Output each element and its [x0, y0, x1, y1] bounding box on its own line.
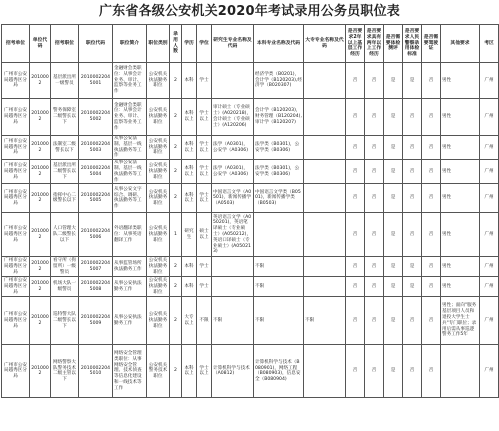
table-cell-area: 广州: [480, 277, 499, 297]
table-cell-c1: 否: [346, 257, 365, 277]
table-cell-c4: 否: [403, 184, 422, 213]
table-cell-c1: 否: [346, 184, 365, 213]
table-header-row: [2, 25, 499, 63]
table-cell-c2: 否: [365, 160, 384, 184]
table-cell-unit-code: 2010002: [30, 213, 51, 257]
table-cell-college: [304, 257, 346, 277]
column-header: 是否需要体检测评: [384, 25, 403, 63]
table-row: [2, 184, 499, 213]
table-cell-position-code: 20100022045003: [79, 136, 113, 160]
table-cell-c1: 否: [346, 345, 365, 398]
table-cell-grad: [212, 257, 254, 277]
table-cell-c1: 否: [346, 99, 365, 136]
table-cell-unit: 广州市公安局越秀区分局: [2, 63, 30, 99]
table-cell-grad: 计算机科学与技术（A0812): [212, 345, 254, 398]
table-cell-college: [304, 63, 346, 99]
table-cell-c4: 是: [403, 277, 422, 297]
table-cell-unit-code: 2010002: [30, 136, 51, 160]
table-cell-unit: 广州市公安局越秀区分局: [2, 99, 30, 136]
table-cell-c1: 否: [346, 277, 365, 297]
table-cell-c2: 否: [365, 297, 384, 345]
position-table: [1, 24, 499, 398]
table-cell-intro: 从事公安法制、基层一线执法勤务等工作: [113, 136, 147, 160]
table-cell-bachelor: [254, 213, 304, 257]
table-cell-position-code: 20100022045010: [79, 345, 113, 398]
table-cell-c4: 否: [403, 160, 422, 184]
table-cell-c4: 否: [403, 345, 422, 398]
table-cell-degree: 硕士以上: [197, 213, 212, 257]
table-cell-intro: 从事公安执法勤务工作: [113, 277, 147, 297]
table-cell-position: 指挥中心二级警长以下: [51, 184, 79, 213]
table-cell-position-code: 20100022045007: [79, 257, 113, 277]
table-cell-c3: 是: [384, 257, 403, 277]
table-cell-grad: 不限: [212, 297, 254, 345]
table-cell-degree: 学士以上: [197, 99, 212, 136]
table-cell-degree: 学士以上: [197, 345, 212, 398]
table-cell-c3: 是: [384, 63, 403, 99]
table-cell-c2: 否: [365, 99, 384, 136]
table-row: [2, 213, 499, 257]
table-cell-unit: 广州市公安局越秀区分局: [2, 297, 30, 345]
table-row: [2, 136, 499, 160]
table-cell-edu: 本科: [182, 277, 197, 297]
table-cell-position: 基层派出所二级警长以下: [51, 160, 79, 184]
table-cell-unit: 广州市公安局越秀区分局: [2, 184, 30, 213]
table-cell-c2: 否: [365, 277, 384, 297]
table-cell-c5: 否: [422, 297, 441, 345]
table-cell-unit-code: 2010002: [30, 345, 51, 398]
column-header: 职位类别: [147, 25, 170, 63]
table-cell-c5: 否: [422, 160, 441, 184]
table-cell-unit: 广州市公安局越秀区分局: [2, 213, 30, 257]
table-cell-degree: 学士: [197, 277, 212, 297]
table-cell-position: 警务保障室二级警长以下: [51, 99, 79, 136]
table-cell-grad: 中国语言文学（A0501)，新闻传播学（A0503): [212, 184, 254, 213]
table-cell-position-code: 20100022045001: [79, 63, 113, 99]
table-cell-area: 广州: [480, 160, 499, 184]
table-cell-college: [304, 277, 346, 297]
table-cell-other: 男性: [441, 257, 480, 277]
table-cell-other: 男性: [441, 160, 480, 184]
table-cell-category: 公安机关执法勤务职位: [147, 184, 170, 213]
table-cell-position: 机场大队一级警员: [51, 277, 79, 297]
table-cell-intro: 网络安全管理类职位：从事网络安全管理、技术侦查等信息化建设和一线技术等工作: [113, 345, 147, 398]
table-cell-degree: 学士以上: [197, 184, 212, 213]
table-cell-position-code: 20100022045006: [79, 213, 113, 257]
table-cell-c5: 否: [422, 99, 441, 136]
table-cell-bachelor: 经济学类（B0201)，会计学（B120203),经济学（B020307): [254, 63, 304, 99]
column-header: 是否要求人民警察录用体检标准: [403, 25, 422, 63]
table-cell-c2: 否: [365, 63, 384, 99]
table-cell-intro: 从事公安法制、基层一线执法勤务等工作: [113, 160, 147, 184]
table-cell-category: 公安机关执法勤务职位: [147, 99, 170, 136]
table-row: [2, 257, 499, 277]
table-cell-bachelor: 不限: [254, 297, 304, 345]
table-cell-category: 公安机关执法勤务职位: [147, 297, 170, 345]
table-cell-unit: 广州市公安局越秀区分局: [2, 160, 30, 184]
table-cell-degree: 不限: [197, 297, 212, 345]
table-cell-c4: 否: [403, 213, 422, 257]
table-cell-category: 公安机关执法勤务职位: [147, 63, 170, 99]
table-cell-count: 2: [170, 277, 182, 297]
table-cell-intro: 外语翻译类职位：从事英语翻译工作: [113, 213, 147, 257]
table-cell-c4: 否: [403, 136, 422, 160]
table-cell-unit-code: 2010002: [30, 277, 51, 297]
table-cell-c4: 是: [403, 257, 422, 277]
table-cell-c5: 否: [422, 136, 441, 160]
table-cell-position: 基层派出所一级警员: [51, 63, 79, 99]
column-header: 是否要求2年以上基层工作经历: [346, 25, 365, 63]
table-cell-c2: 否: [365, 257, 384, 277]
table-row: [2, 63, 499, 99]
table-row: [2, 345, 499, 398]
table-cell-intro: 从事公安执法勤务工作: [113, 297, 147, 345]
table-cell-c5: 否: [422, 277, 441, 297]
table-cell-other: 男性: [441, 99, 480, 136]
table-cell-category: 公安机关执法勤务职位: [147, 257, 170, 277]
table-cell-intro: 金融财会类职位：从事会计业务、审计、监察等业务工作: [113, 99, 147, 136]
column-header: 学历: [182, 25, 197, 63]
table-cell-c2: 否: [365, 345, 384, 398]
table-cell-degree: 学士: [197, 257, 212, 277]
table-cell-position: 网络警察大队警务技术二级主管以下: [51, 345, 79, 398]
table-cell-college: [304, 160, 346, 184]
table-cell-area: 广州: [480, 136, 499, 160]
table-cell-bachelor: 不限: [254, 257, 304, 277]
table-cell-grad: [212, 63, 254, 99]
table-cell-count: 2: [170, 136, 182, 160]
table-cell-c5: 否: [422, 213, 441, 257]
table-cell-c3: 是: [384, 213, 403, 257]
table-cell-area: 广州: [480, 257, 499, 277]
table-cell-unit: 广州市公安局越秀区分局: [2, 277, 30, 297]
table-cell-bachelor: 不限: [254, 277, 304, 297]
table-cell-grad: [212, 277, 254, 297]
column-header: 是否要求具有两年以上工作经历: [365, 25, 384, 63]
table-cell-edu: 研究生: [182, 213, 197, 257]
table-cell-college: [304, 345, 346, 398]
table-cell-college: [304, 213, 346, 257]
table-cell-bachelor: 法学类（B0301)，公安学类（B0306): [254, 160, 304, 184]
table-cell-edu: 本科以上: [182, 345, 197, 398]
table-cell-c4: 否: [403, 297, 422, 345]
table-cell-c2: 否: [365, 136, 384, 160]
table-cell-c3: 是: [384, 184, 403, 213]
table-cell-count: 2: [170, 257, 182, 277]
table-cell-count: 1: [170, 213, 182, 257]
table-cell-college: [304, 184, 346, 213]
table-body: [2, 63, 499, 398]
table-cell-position: 法制室二级警长以下: [51, 136, 79, 160]
table-cell-bachelor: 会计学（B120203)，财务管理（B120204),审计学（B120207): [254, 99, 304, 136]
column-header: 学位: [197, 25, 212, 63]
table-cell-position-code: 20100022045004: [79, 160, 113, 184]
table-cell-other: 男性: [441, 213, 480, 257]
table-cell-intro: 金融财会类职位：从事会计业务、审计、监察等业务工作: [113, 63, 147, 99]
table-cell-c3: 是: [384, 136, 403, 160]
table-cell-c5: 否: [422, 257, 441, 277]
table-cell-c3: 是: [384, 277, 403, 297]
table-cell-degree: 学士: [197, 63, 212, 99]
table-cell-other: 男性: [441, 184, 480, 213]
table-cell-c3: 是: [384, 297, 403, 345]
column-header: 大专专业名称及代码: [304, 25, 346, 63]
table-cell-intro: 从事监管场所执法勤务工作: [113, 257, 147, 277]
table-cell-other: [441, 345, 480, 398]
table-cell-area: 广州: [480, 63, 499, 99]
table-cell-bachelor: 中国语言文学类（B0501)，新闻传播学类（B0503): [254, 184, 304, 213]
table-cell-c1: 否: [346, 213, 365, 257]
table-cell-c3: 是: [384, 160, 403, 184]
table-cell-area: 广州: [480, 297, 499, 345]
table-cell-position: 看守所（拘留所）一级警员: [51, 257, 79, 277]
table-row: [2, 297, 499, 345]
page-title: 广东省各级公安机关2020年考试录用公务员职位表: [99, 4, 400, 19]
table-cell-bachelor: 计算机科学与技术（B080901)，网络工程（B080903)，信息安全（B080904): [254, 345, 304, 398]
table-cell-degree: 学士以上: [197, 136, 212, 160]
column-header: 职位代码: [79, 25, 113, 63]
table-cell-unit: 广州市公安局越秀区分局: [2, 257, 30, 277]
table-cell-category: 公安机关执法勤务职位: [147, 160, 170, 184]
table-cell-grad: 法学（A0301)，公安学（A0306): [212, 136, 254, 160]
column-header: 录用人数: [170, 25, 182, 63]
table-cell-unit-code: 2010002: [30, 184, 51, 213]
table-cell-grad: 审计硕士（专业硕士）(A020218)，会计硕士（专业硕士）(A120206): [212, 99, 254, 136]
table-cell-count: 2: [170, 184, 182, 213]
table-cell-other: 男性: [441, 136, 480, 160]
table-cell-c4: 是: [403, 63, 422, 99]
table-cell-area: 广州: [480, 99, 499, 136]
column-header: 职位简介: [113, 25, 147, 63]
column-header: 本科专业名称及代码: [254, 25, 304, 63]
table-cell-area: 广州: [480, 213, 499, 257]
table-cell-c2: 否: [365, 213, 384, 257]
table-cell-category: 公安机关警务技术职位: [147, 345, 170, 398]
table-cell-c3: 是: [384, 345, 403, 398]
table-cell-unit-code: 2010002: [30, 99, 51, 136]
table-cell-unit-code: 2010002: [30, 160, 51, 184]
table-cell-position: 巡特警大队二级警长以下: [51, 297, 79, 345]
column-header: 其他要求: [441, 25, 480, 63]
table-cell-grad: 法学（A0301)，公安学（A0306): [212, 160, 254, 184]
table-cell-college: 不限: [304, 297, 346, 345]
table-cell-unit: 广州市公安局越秀区分局: [2, 345, 30, 398]
table-row: [2, 99, 499, 136]
table-cell-area: 广州: [480, 345, 499, 398]
table-cell-c1: 否: [346, 297, 365, 345]
table-cell-unit: 广州市公安局越秀区分局: [2, 136, 30, 160]
table-cell-other: 男性；面向"服务基层项目人员和退役大学生士兵"专门职位；录用后需从事巡逻警务工作5年: [441, 297, 480, 345]
table-cell-other: 男性: [441, 63, 480, 99]
column-header: 考区: [480, 25, 499, 63]
table-cell-edu: 本科以上: [182, 99, 197, 136]
table-cell-position: 人口管理大队二级警长以下: [51, 213, 79, 257]
table-cell-intro: 从事公安文字综合、调研、执法勤务等工作: [113, 184, 147, 213]
table-cell-category: 公安机关执法勤务职位: [147, 213, 170, 257]
table-cell-college: [304, 136, 346, 160]
table-cell-c1: 否: [346, 160, 365, 184]
table-cell-position-code: 20100022045008: [79, 277, 113, 297]
table-cell-position-code: 20100022045009: [79, 297, 113, 345]
column-header: 单位代码: [30, 25, 51, 63]
table-cell-unit-code: 2010002: [30, 297, 51, 345]
table-cell-count: 2: [170, 297, 182, 345]
table-cell-count: 2: [170, 63, 182, 99]
table-cell-edu: 本科以上: [182, 136, 197, 160]
column-header: 研究生专业名称及代码: [212, 25, 254, 63]
table-cell-edu: 本科以上: [182, 160, 197, 184]
table-row: [2, 160, 499, 184]
table-cell-position-code: 20100022045005: [79, 184, 113, 213]
table-cell-c5: 否: [422, 345, 441, 398]
table-cell-count: 2: [170, 160, 182, 184]
table-cell-category: 公安机关执法勤务职位: [147, 277, 170, 297]
table-cell-college: [304, 99, 346, 136]
table-cell-count: 2: [170, 345, 182, 398]
table-cell-c1: 否: [346, 63, 365, 99]
table-cell-bachelor: 法学类（B0301)，公安学类（B0306): [254, 136, 304, 160]
table-cell-edu: 本科: [182, 63, 197, 99]
table-cell-c5: 否: [422, 63, 441, 99]
table-cell-c4: 否: [403, 99, 422, 136]
table-cell-edu: 本科以上: [182, 184, 197, 213]
column-header: 招考单位: [2, 25, 30, 63]
table-cell-edu: 大专以上: [182, 297, 197, 345]
table-cell-category: 公安机关执法勤务职位: [147, 136, 170, 160]
table-cell-grad: 英语语言文学（A050201)，英语笔译硕士（专业硕士）(A050212)，英语口译硕士（专业硕士）(A050213): [212, 213, 254, 257]
table-cell-edu: 本科: [182, 257, 197, 277]
table-cell-c3: 是: [384, 99, 403, 136]
table-row: [2, 277, 499, 297]
table-cell-c1: 否: [346, 136, 365, 160]
table-cell-area: 广州: [480, 184, 499, 213]
table-cell-c5: 否: [422, 184, 441, 213]
table-cell-other: 男性: [441, 277, 480, 297]
table-cell-count: 2: [170, 99, 182, 136]
column-header: 招考职位: [51, 25, 79, 63]
table-cell-unit-code: 2010002: [30, 257, 51, 277]
table-cell-degree: 学士以上: [197, 160, 212, 184]
column-header: 是否需要驾驶证: [422, 25, 441, 63]
table-cell-position-code: 20100022045002: [79, 99, 113, 136]
table-cell-c2: 否: [365, 184, 384, 213]
table-cell-unit-code: 2010002: [30, 63, 51, 99]
